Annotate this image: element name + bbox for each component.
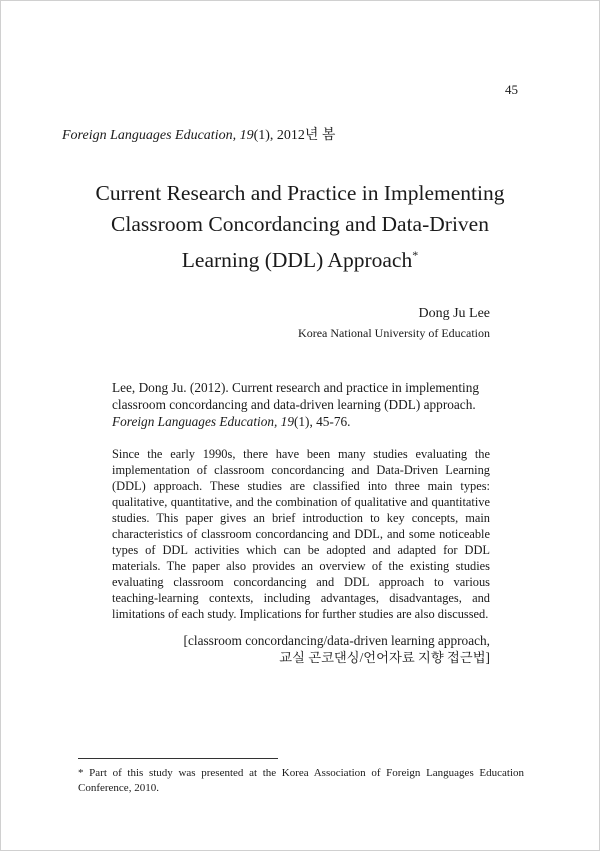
citation [112,379,490,430]
journal-volume: 19 [239,128,254,143]
keywords-line-1: [classroom concordancing/data-driven learning approach, [183,633,490,648]
title-line-3 [40,240,560,276]
citation-journal: Foreign Languages Education, [112,414,278,429]
title-line-3-text: Learning (DDL) Approach [181,248,413,273]
title-line-2: Classroom Concordancing and Data-Driven [111,212,489,236]
page-number: 45 [505,82,518,97]
author-name: Dong Ju Lee [418,306,490,321]
journal-issue-year: (1), 2012년 봄 [253,128,336,143]
footnote: * Part of this study was presented at the Korea Association of Foreign Languages Education Conference, 2010. [78,767,524,794]
citation-pages: (1), 45-76. [293,414,351,429]
paper-title [40,178,560,276]
title-line-1: Current Research and Practice in Implementing [95,181,505,205]
author-affiliation: Korea National University of Education [298,326,490,340]
citation-text: Lee, Dong Ju. (2012). Current research and practice in implementing classroom concordancing and data-driven learning (DDL) approach. [112,380,480,412]
keywords [112,632,490,666]
journal-header [62,124,482,144]
footnote-divider [78,758,278,759]
journal-name: Foreign Languages Education, [62,128,237,143]
keywords-line-2: 교실 곤코댄싱/언어자료 지향 접근법] [279,650,490,665]
citation-volume: 19 [280,414,294,429]
title-footnote-mark: * [412,248,419,262]
abstract: Since the early 1990s, there have been many studies evaluating the implementation of classroom concordancing and Data-Driven Learning (DDL) approach. These studies are classified into three main types: qualitative, quantitative, and the combination of qualitative and quantitative studies. This paper gives an brief introduction to key concepts, main characteristics of classroom concordancing and DDL, and some noticeable types of DDL activities which can be adopted and adapted for DDL materials. The paper also provides an overview of the existing studies evaluating classroom concordancing and DDL approach to various teaching-learning contexts, including advantages, disadvantages, and limitations of each study. Implications for further studies are also discussed. [112,447,490,621]
